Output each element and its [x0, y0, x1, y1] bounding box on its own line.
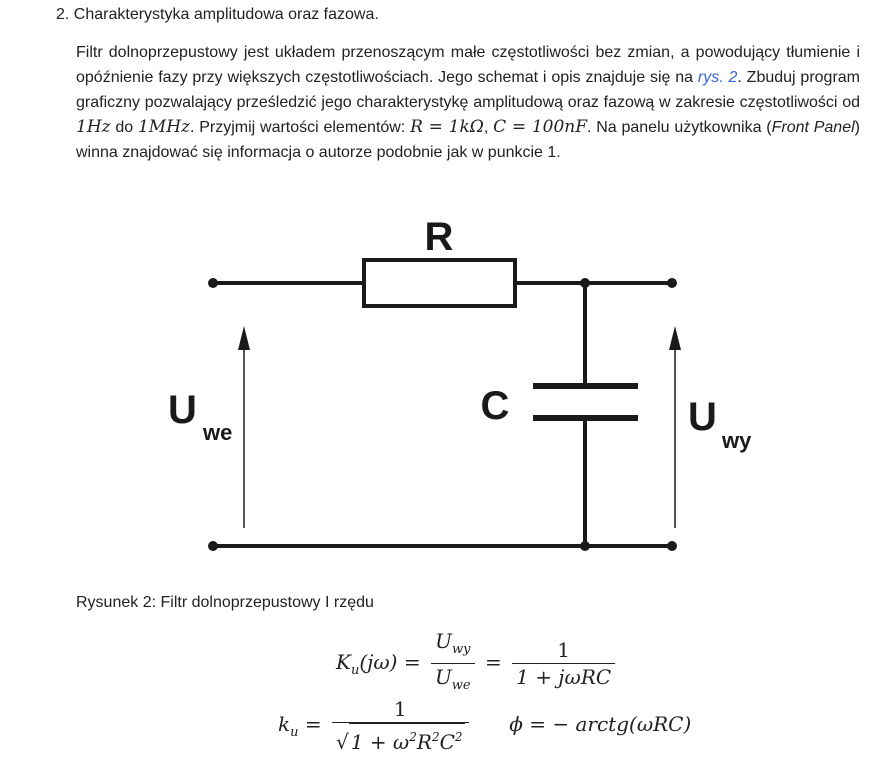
eq1-rc-num: 1 [512, 637, 615, 664]
eq1-equals-1: = [403, 650, 421, 674]
uwe-arrow-head [238, 326, 250, 350]
junction-top [580, 278, 590, 288]
eq2-radicand: $1 + \omega^2R^2C^2$ [349, 723, 465, 755]
amplitude-phase-equation [278, 696, 691, 755]
figure-caption: Rysunek 2: Filtr dolnoprzepustowy I rzędu [76, 594, 374, 611]
eq2-num: 1 [332, 696, 469, 723]
capacitor-label: C [480, 384, 510, 428]
uwe-label-sub: we [203, 420, 233, 445]
eq1-den-u: U [434, 665, 452, 689]
eq1-lhs-sub: u [350, 663, 360, 678]
resistor-value: R = 1kΩ [410, 117, 484, 137]
eq1-num-sub: wy [451, 642, 471, 657]
eq1-rc-den: 1 + jωRC [516, 665, 612, 689]
para-text-6: . Na panelu użytkownika ( [587, 119, 772, 136]
para-text-4: . Przyjmij wartości elementów: [190, 119, 411, 136]
sqrt-sign: √ [335, 730, 349, 754]
para-text-2: . Zbuduj program graficzny pozwalający prześledzić jego charakterystykę amplitudową oraz fazową w zakresie częstotliwości od [76, 69, 861, 111]
figure-link[interactable]: rys. 2 [697, 69, 738, 86]
para-text-1: Filtr dolnoprzepustowy jest układem przenoszącym małe częstotliwości bez zmian, a powodujący tłumienie i opóźnienie fazy przy większych częstotliwościach. Jego schemat i opis znajduje się na [76, 44, 860, 86]
capacitor-value: C = 100nF [493, 117, 588, 137]
eq1-lhs: K [336, 650, 351, 674]
phase-equation: ϕ = − arctg(ωRC) [509, 712, 692, 736]
eq1-rc-fraction [512, 637, 615, 690]
transfer-function-equation [336, 628, 619, 699]
freq-max: 1MHz [137, 117, 190, 137]
terminal-bottom-right [667, 541, 677, 551]
eq2-lhs-sub: u [290, 725, 299, 740]
freq-min: 1Hz [76, 117, 111, 137]
resistor-symbol [364, 260, 515, 306]
para-text-3: do [110, 119, 138, 136]
front-panel-term: Front Panel [771, 119, 855, 136]
eq2-lhs: k [278, 712, 291, 736]
section-heading: 2. Charakterystyka amplitudowa oraz fazowa. [56, 6, 379, 23]
eq1-num-u: U [435, 629, 452, 653]
eq2-amplitude-fraction [332, 696, 469, 755]
resistor-label: R [424, 215, 454, 259]
junction-bottom [580, 541, 590, 551]
uwe-label-main: U [168, 388, 197, 432]
uwy-label-main: U [688, 395, 717, 439]
eq1-voltage-ratio [431, 628, 475, 699]
eq2-equals: = [304, 712, 322, 736]
terminal-top-left [208, 278, 218, 288]
eq1-lhs-arg: (jω) [359, 650, 398, 674]
eq1-equals-2: = [484, 650, 502, 674]
terminal-top-right [667, 278, 677, 288]
para-text-7: ) winna znajdować się informacja o autorze podobnie jak w punkcie 1. [76, 119, 860, 161]
terminal-bottom-left [208, 541, 218, 551]
uwy-arrow-head [669, 326, 681, 350]
para-text-5: , [483, 119, 494, 136]
eq1-den-sub: we [451, 678, 471, 693]
uwy-label-sub: wy [722, 428, 752, 453]
